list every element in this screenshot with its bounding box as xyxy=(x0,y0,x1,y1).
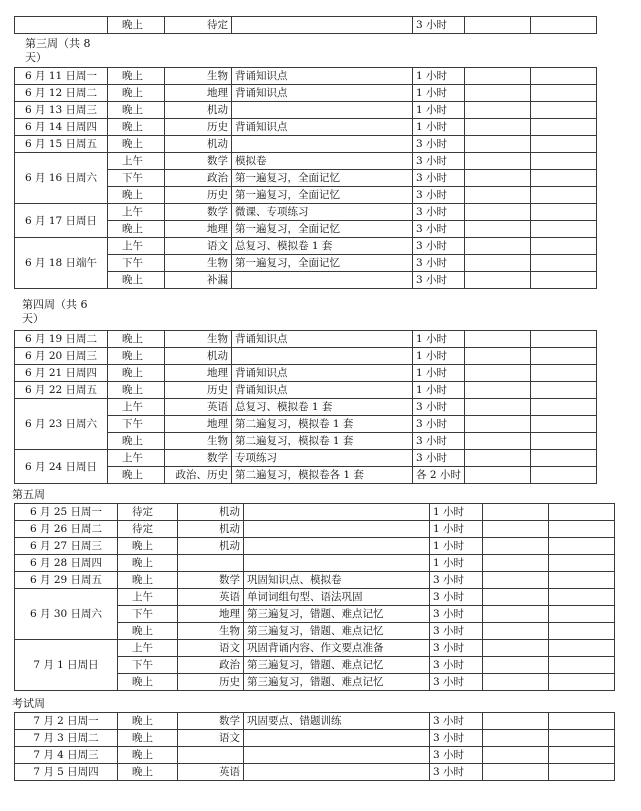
subject-cell: 地理 xyxy=(165,85,232,102)
hours-cell: 1 小时 xyxy=(413,102,465,119)
content-cell: 背诵知识点 xyxy=(232,68,413,85)
subject-cell: 待定 xyxy=(165,17,232,34)
time-cell: 上午 xyxy=(108,204,165,221)
hours-cell: 1 小时 xyxy=(413,348,465,365)
table-row xyxy=(15,521,615,538)
empty-cell xyxy=(549,504,615,521)
table-row xyxy=(15,382,597,399)
empty-cell xyxy=(483,730,549,747)
hours-cell: 3 小时 xyxy=(413,170,465,187)
date-cell: 6 月 29 日周五 xyxy=(15,572,118,589)
date-cell: 6 月 20 日周三 xyxy=(15,348,108,365)
content-cell xyxy=(244,730,430,747)
date-cell: 6 月 26 日周二 xyxy=(15,521,118,538)
subject-cell: 历史 xyxy=(178,674,244,691)
week-heading: 考试周 xyxy=(12,697,45,710)
empty-cell xyxy=(465,136,531,153)
subject-cell: 生物 xyxy=(165,255,232,272)
schedule-table xyxy=(14,503,615,691)
table-row xyxy=(15,331,597,348)
subject-cell: 语文 xyxy=(178,640,244,657)
subject-cell: 历史 xyxy=(165,119,232,136)
table-row xyxy=(15,102,597,119)
subject-cell: 机动 xyxy=(165,348,232,365)
table-row xyxy=(15,538,615,555)
date-cell: 7 月 2 日周一 xyxy=(15,713,118,730)
hours-cell: 3 小时 xyxy=(413,153,465,170)
subject-cell: 历史 xyxy=(165,382,232,399)
hours-cell: 3 小时 xyxy=(413,204,465,221)
hours-cell: 3 小时 xyxy=(413,416,465,433)
subject-cell xyxy=(178,747,244,764)
hours-cell: 1 小时 xyxy=(413,119,465,136)
empty-cell xyxy=(531,68,597,85)
content-cell: 巩固知识点、模拟卷 xyxy=(244,572,430,589)
empty-cell xyxy=(465,238,531,255)
time-cell: 上午 xyxy=(118,589,178,606)
content-cell xyxy=(232,136,413,153)
empty-cell xyxy=(531,382,597,399)
hours-cell: 3 小时 xyxy=(430,640,483,657)
empty-cell xyxy=(549,640,615,657)
time-cell: 待定 xyxy=(118,521,178,538)
date-cell: 6 月 19 日周二 xyxy=(15,331,108,348)
empty-cell xyxy=(483,555,549,572)
date-cell: 6 月 13 日周三 xyxy=(15,102,108,119)
date-cell: 6 月 25 日周一 xyxy=(15,504,118,521)
date-cell: 6 月 17 日周日 xyxy=(15,204,108,238)
subject-cell xyxy=(178,555,244,572)
empty-cell xyxy=(465,17,531,34)
empty-cell xyxy=(549,538,615,555)
empty-cell xyxy=(483,521,549,538)
content-cell: 第三遍复习，错题、难点记忆 xyxy=(244,623,430,640)
hours-cell: 1 小时 xyxy=(413,68,465,85)
time-cell: 下午 xyxy=(108,170,165,187)
content-cell: 巩固背诵内容、作文要点准备 xyxy=(244,640,430,657)
subject-cell: 地理 xyxy=(165,416,232,433)
content-cell: 第一遍复习，全面记忆 xyxy=(232,187,413,204)
empty-cell xyxy=(531,255,597,272)
time-cell: 晚上 xyxy=(108,102,165,119)
time-cell: 晚上 xyxy=(108,136,165,153)
empty-cell xyxy=(531,136,597,153)
table-row xyxy=(15,572,615,589)
week-heading: 第三周（共 8 天） xyxy=(25,37,91,64)
empty-cell xyxy=(465,272,531,289)
content-cell: 第三遍复习，错题、难点记忆 xyxy=(244,674,430,691)
empty-cell xyxy=(531,331,597,348)
subject-cell: 机动 xyxy=(165,136,232,153)
hours-cell: 1 小时 xyxy=(430,538,483,555)
content-cell: 微课、专项练习 xyxy=(232,204,413,221)
hours-cell: 3 小时 xyxy=(413,238,465,255)
subject-cell: 数学 xyxy=(165,153,232,170)
empty-cell xyxy=(483,623,549,640)
empty-cell xyxy=(483,764,549,781)
hours-cell: 1 小时 xyxy=(413,382,465,399)
content-cell: 第三遍复习，错题、难点记忆 xyxy=(244,657,430,674)
content-cell: 第一遍复习，全面记忆 xyxy=(232,255,413,272)
date-cell: 6 月 27 日周三 xyxy=(15,538,118,555)
time-cell: 晚上 xyxy=(118,747,178,764)
empty-cell xyxy=(465,433,531,450)
empty-cell xyxy=(549,747,615,764)
week-heading: 第四周（共 6 天） xyxy=(22,298,88,325)
hours-cell: 1 小时 xyxy=(413,331,465,348)
empty-cell xyxy=(465,348,531,365)
empty-cell xyxy=(465,102,531,119)
content-cell xyxy=(244,538,430,555)
content-cell: 背诵知识点 xyxy=(232,119,413,136)
empty-cell xyxy=(465,255,531,272)
table-row xyxy=(15,730,615,747)
time-cell: 晚上 xyxy=(108,348,165,365)
time-cell: 晚上 xyxy=(108,467,165,484)
empty-cell xyxy=(531,119,597,136)
content-cell xyxy=(244,521,430,538)
empty-cell xyxy=(465,399,531,416)
content-cell: 巩固要点、错题训练 xyxy=(244,713,430,730)
table-row xyxy=(15,504,615,521)
hours-cell: 1 小时 xyxy=(430,504,483,521)
time-cell: 晚上 xyxy=(118,764,178,781)
time-cell: 晚上 xyxy=(108,382,165,399)
empty-cell xyxy=(483,747,549,764)
subject-cell: 地理 xyxy=(178,606,244,623)
time-cell: 下午 xyxy=(108,255,165,272)
empty-cell xyxy=(465,204,531,221)
subject-cell: 生物 xyxy=(165,331,232,348)
empty-cell xyxy=(531,399,597,416)
subject-cell: 补漏 xyxy=(165,272,232,289)
time-cell: 晚上 xyxy=(118,623,178,640)
hours-cell: 3 小时 xyxy=(413,450,465,467)
hours-cell: 3 小时 xyxy=(413,17,465,34)
time-cell: 晚上 xyxy=(108,433,165,450)
subject-cell: 英语 xyxy=(165,399,232,416)
date-cell: 7 月 3 日周二 xyxy=(15,730,118,747)
date-cell: 6 月 11 日周一 xyxy=(15,68,108,85)
table-row xyxy=(15,640,615,657)
empty-cell xyxy=(483,713,549,730)
hours-cell: 1 小时 xyxy=(430,555,483,572)
empty-cell xyxy=(483,589,549,606)
subject-cell: 数学 xyxy=(178,572,244,589)
time-cell: 上午 xyxy=(108,450,165,467)
empty-cell xyxy=(531,85,597,102)
empty-cell xyxy=(549,589,615,606)
table-row xyxy=(15,764,615,781)
time-cell: 晚上 xyxy=(108,331,165,348)
date-cell: 6 月 28 日周四 xyxy=(15,555,118,572)
content-cell xyxy=(232,17,413,34)
hours-cell: 3 小时 xyxy=(430,713,483,730)
empty-cell xyxy=(465,450,531,467)
empty-cell xyxy=(465,170,531,187)
empty-cell xyxy=(531,433,597,450)
time-cell: 下午 xyxy=(108,416,165,433)
content-cell: 第三遍复习，错题、难点记忆 xyxy=(244,606,430,623)
table-row xyxy=(15,204,597,221)
empty-cell xyxy=(465,119,531,136)
schedule-table xyxy=(14,16,597,34)
empty-cell xyxy=(531,365,597,382)
empty-cell xyxy=(465,365,531,382)
time-cell: 晚上 xyxy=(118,538,178,555)
time-cell: 下午 xyxy=(118,657,178,674)
date-cell: 7 月 1 日周日 xyxy=(15,640,118,691)
subject-cell: 数学 xyxy=(165,450,232,467)
content-cell xyxy=(232,102,413,119)
time-cell: 晚上 xyxy=(108,17,165,34)
empty-cell xyxy=(465,68,531,85)
hours-cell: 3 小时 xyxy=(413,399,465,416)
subject-cell: 生物 xyxy=(178,623,244,640)
table-row xyxy=(15,450,597,467)
schedule-table xyxy=(14,67,597,289)
subject-cell: 地理 xyxy=(165,365,232,382)
hours-cell: 3 小时 xyxy=(430,747,483,764)
table-row xyxy=(15,348,597,365)
date-cell: 6 月 22 日周五 xyxy=(15,382,108,399)
content-cell: 单词词组句型、语法巩固 xyxy=(244,589,430,606)
empty-cell xyxy=(531,187,597,204)
subject-cell: 历史 xyxy=(165,187,232,204)
empty-cell xyxy=(531,17,597,34)
date-cell: 6 月 12 日周二 xyxy=(15,85,108,102)
subject-cell: 政治、历史 xyxy=(165,467,232,484)
time-cell: 晚上 xyxy=(108,365,165,382)
time-cell: 上午 xyxy=(108,153,165,170)
empty-cell xyxy=(549,764,615,781)
table-row xyxy=(15,119,597,136)
empty-cell xyxy=(465,382,531,399)
hours-cell: 3 小时 xyxy=(430,674,483,691)
hours-cell: 3 小时 xyxy=(413,433,465,450)
date-cell: 7 月 5 日周四 xyxy=(15,764,118,781)
hours-cell: 3 小时 xyxy=(430,730,483,747)
date-cell: 6 月 21 日周四 xyxy=(15,365,108,382)
hours-cell: 1 小时 xyxy=(413,365,465,382)
hours-cell: 3 小时 xyxy=(430,764,483,781)
table-row xyxy=(15,555,615,572)
hours-cell: 3 小时 xyxy=(413,136,465,153)
table-row xyxy=(15,238,597,255)
time-cell: 晚上 xyxy=(108,85,165,102)
empty-cell xyxy=(531,348,597,365)
subject-cell: 政治 xyxy=(165,170,232,187)
content-cell: 总复习、模拟卷 1 套 xyxy=(232,399,413,416)
subject-cell: 机动 xyxy=(178,521,244,538)
empty-cell xyxy=(465,153,531,170)
subject-cell: 生物 xyxy=(165,68,232,85)
table-row xyxy=(15,747,615,764)
time-cell: 下午 xyxy=(118,606,178,623)
empty-cell xyxy=(531,416,597,433)
content-cell: 背诵知识点 xyxy=(232,365,413,382)
content-cell xyxy=(232,272,413,289)
subject-cell: 机动 xyxy=(165,102,232,119)
hours-cell: 3 小时 xyxy=(430,606,483,623)
date-cell: 7 月 4 日周三 xyxy=(15,747,118,764)
table-row xyxy=(15,153,597,170)
empty-cell xyxy=(483,640,549,657)
empty-cell xyxy=(549,521,615,538)
content-cell: 第二遍复习，模拟卷 1 套 xyxy=(232,416,413,433)
empty-cell xyxy=(549,572,615,589)
empty-cell xyxy=(531,272,597,289)
time-cell: 上午 xyxy=(108,238,165,255)
date-cell: 6 月 24 日周日 xyxy=(15,450,108,484)
empty-cell xyxy=(549,730,615,747)
subject-cell: 政治 xyxy=(178,657,244,674)
time-cell: 晚上 xyxy=(118,572,178,589)
content-cell: 第二遍复习，模拟卷 1 套 xyxy=(232,433,413,450)
empty-cell xyxy=(483,606,549,623)
subject-cell: 英语 xyxy=(178,589,244,606)
empty-cell xyxy=(549,606,615,623)
empty-cell xyxy=(483,572,549,589)
content-cell: 背诵知识点 xyxy=(232,331,413,348)
time-cell: 晚上 xyxy=(118,713,178,730)
content-cell xyxy=(244,747,430,764)
subject-cell: 数学 xyxy=(178,713,244,730)
content-cell: 背诵知识点 xyxy=(232,85,413,102)
empty-cell xyxy=(531,102,597,119)
empty-cell xyxy=(549,555,615,572)
empty-cell xyxy=(549,623,615,640)
subject-cell: 数学 xyxy=(165,204,232,221)
table-row xyxy=(15,365,597,382)
time-cell: 晚上 xyxy=(118,674,178,691)
hours-cell: 3 小时 xyxy=(430,589,483,606)
schedule-table xyxy=(14,712,615,781)
hours-cell: 3 小时 xyxy=(430,623,483,640)
content-cell: 模拟卷 xyxy=(232,153,413,170)
time-cell: 晚上 xyxy=(108,119,165,136)
date-cell: 6 月 16 日周六 xyxy=(15,153,108,204)
content-cell xyxy=(244,764,430,781)
subject-cell: 语文 xyxy=(178,730,244,747)
hours-cell: 1 小时 xyxy=(413,85,465,102)
empty-cell xyxy=(549,713,615,730)
date-cell: 6 月 30 日周六 xyxy=(15,589,118,640)
empty-cell xyxy=(465,467,531,484)
content-cell: 总复习、模拟卷 1 套 xyxy=(232,238,413,255)
subject-cell: 语文 xyxy=(165,238,232,255)
empty-cell xyxy=(465,85,531,102)
hours-cell: 各 2 小时 xyxy=(413,467,465,484)
subject-cell: 机动 xyxy=(178,504,244,521)
table-row xyxy=(15,713,615,730)
hours-cell: 3 小时 xyxy=(430,657,483,674)
time-cell: 晚上 xyxy=(108,187,165,204)
date-cell xyxy=(15,17,108,34)
hours-cell: 3 小时 xyxy=(413,255,465,272)
empty-cell xyxy=(465,187,531,204)
empty-cell xyxy=(531,170,597,187)
empty-cell xyxy=(531,204,597,221)
empty-cell xyxy=(549,674,615,691)
hours-cell: 3 小时 xyxy=(413,187,465,204)
date-cell: 6 月 18 日端午 xyxy=(15,238,108,289)
week-heading: 第五周 xyxy=(12,488,45,501)
date-cell: 6 月 14 日周四 xyxy=(15,119,108,136)
empty-cell xyxy=(483,504,549,521)
subject-cell: 生物 xyxy=(165,433,232,450)
content-cell: 专项练习 xyxy=(232,450,413,467)
table-row xyxy=(15,399,597,416)
content-cell: 第一遍复习，全面记忆 xyxy=(232,170,413,187)
date-cell: 6 月 15 日周五 xyxy=(15,136,108,153)
content-cell: 第一遍复习，全面记忆 xyxy=(232,221,413,238)
content-cell: 背诵知识点 xyxy=(232,382,413,399)
table-row xyxy=(15,17,597,34)
content-cell xyxy=(244,555,430,572)
date-cell: 6 月 23 日周六 xyxy=(15,399,108,450)
table-row xyxy=(15,68,597,85)
empty-cell xyxy=(531,238,597,255)
empty-cell xyxy=(531,153,597,170)
schedule-table xyxy=(14,330,597,484)
time-cell: 上午 xyxy=(108,399,165,416)
time-cell: 晚上 xyxy=(108,68,165,85)
empty-cell xyxy=(549,657,615,674)
empty-cell xyxy=(531,221,597,238)
empty-cell xyxy=(465,221,531,238)
content-cell xyxy=(244,504,430,521)
content-cell xyxy=(232,348,413,365)
empty-cell xyxy=(465,331,531,348)
empty-cell xyxy=(483,538,549,555)
empty-cell xyxy=(531,467,597,484)
table-row xyxy=(15,85,597,102)
empty-cell xyxy=(483,674,549,691)
empty-cell xyxy=(531,450,597,467)
subject-cell: 地理 xyxy=(165,221,232,238)
content-cell: 第二遍复习，模拟卷各 1 套 xyxy=(232,467,413,484)
time-cell: 晚上 xyxy=(108,221,165,238)
time-cell: 上午 xyxy=(118,640,178,657)
hours-cell: 1 小时 xyxy=(430,521,483,538)
empty-cell xyxy=(465,416,531,433)
hours-cell: 3 小时 xyxy=(413,272,465,289)
time-cell: 晚上 xyxy=(108,272,165,289)
hours-cell: 3 小时 xyxy=(413,221,465,238)
time-cell: 待定 xyxy=(118,504,178,521)
subject-cell: 英语 xyxy=(178,764,244,781)
empty-cell xyxy=(483,657,549,674)
time-cell: 晚上 xyxy=(118,730,178,747)
hours-cell: 3 小时 xyxy=(430,572,483,589)
table-row xyxy=(15,589,615,606)
subject-cell: 机动 xyxy=(178,538,244,555)
time-cell: 晚上 xyxy=(118,555,178,572)
table-row xyxy=(15,136,597,153)
